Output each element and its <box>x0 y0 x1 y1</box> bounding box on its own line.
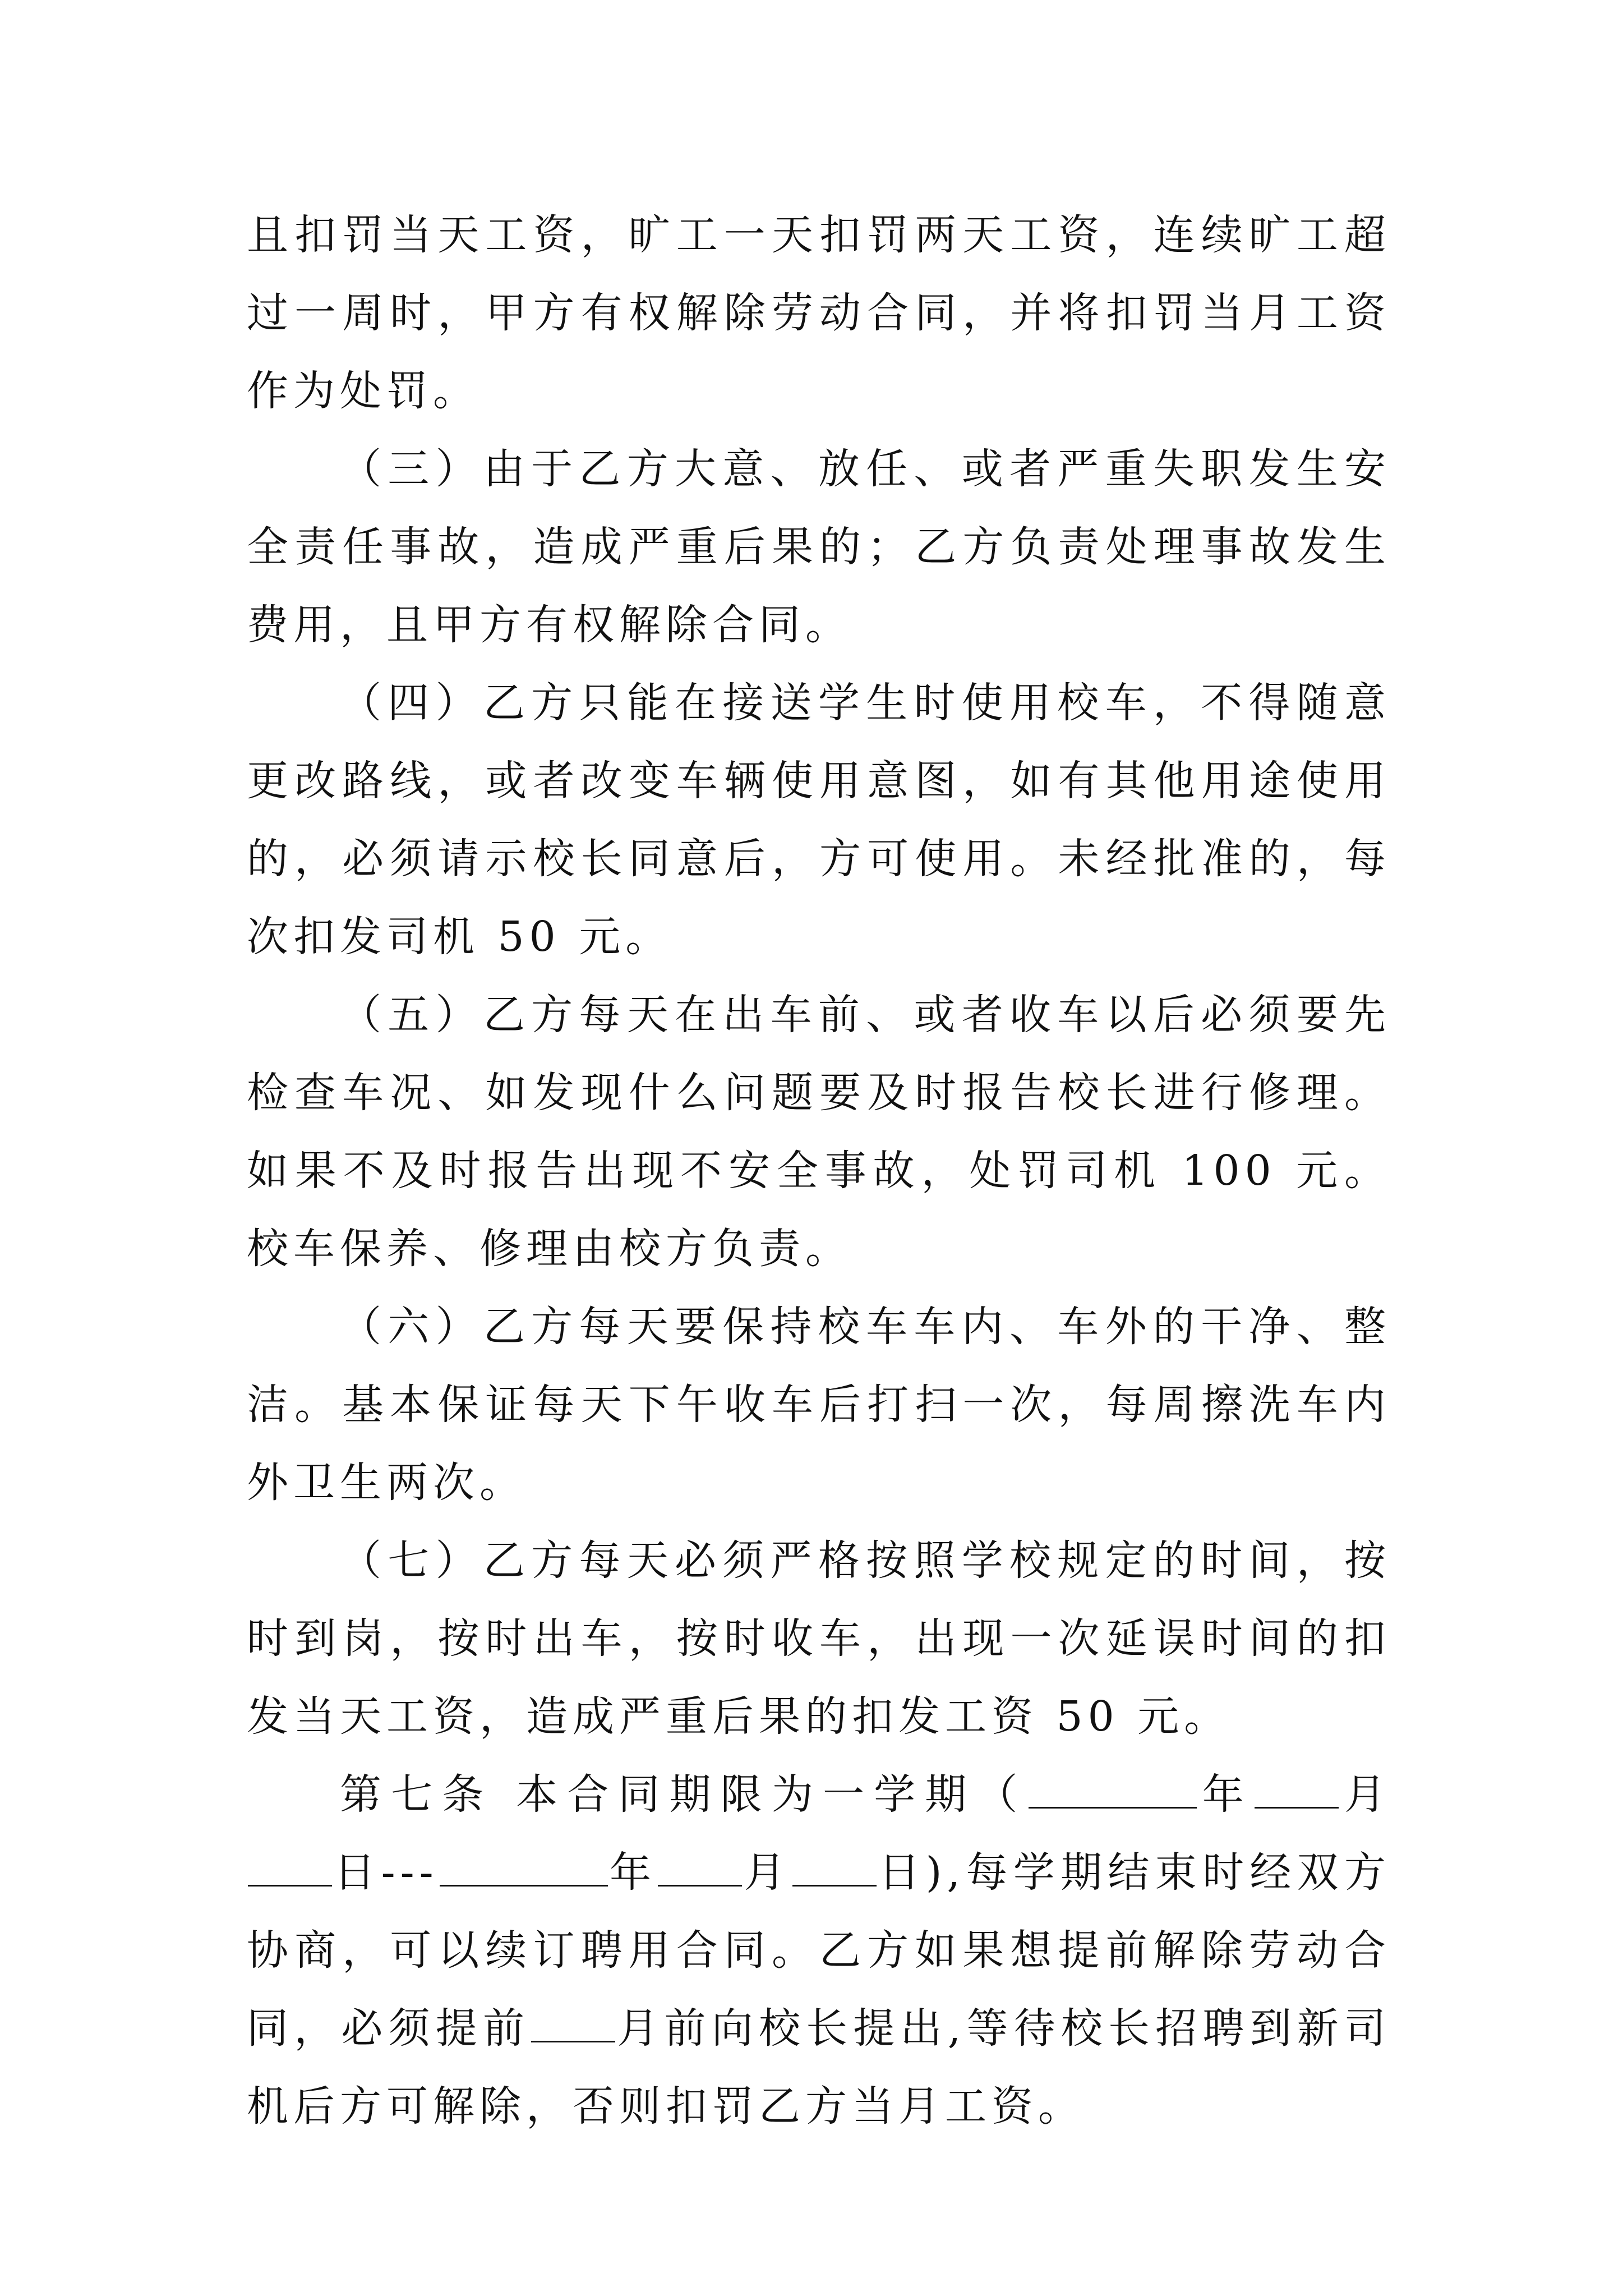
article7-day1: 日--- <box>333 1848 439 1897</box>
blank-end-year[interactable] <box>440 1851 608 1887</box>
paragraph-clause-4: （四）乙方只能在接送学生时使用校车，不得随意更改路线，或者改变车辆使用意图，如有其他用途使用的，必须请示校长同意后，方可使用。未经批准的，每次扣发司机 50 元。 <box>247 679 1391 961</box>
article7-month2: 月 <box>743 1848 791 1897</box>
article7-month3: 月前向校长提出 <box>616 2004 948 2053</box>
blank-start-day[interactable] <box>248 1851 332 1887</box>
document-body <box>247 196 1391 2146</box>
blank-start-month[interactable] <box>1255 1773 1339 1809</box>
article7-tail: ,等待校长招聘到新司机后方可解除，否则扣罚乙方当月工资。 <box>247 2004 1391 2131</box>
article7-lead: 第七条 本合同期限为一学期（ <box>340 1770 1027 1819</box>
paragraph-clause-6: （六）乙方每天要保持校车车内、车外的干净、整洁。基本保证每天下午收车后打扫一次，每周擦洗车内外卫生两次。 <box>247 1303 1391 1507</box>
paragraph-continuation: 且扣罚当天工资，旷工一天扣罚两天工资，连续旷工超过一周时，甲方有权解除劳动合同，并将扣罚当月工资作为处罚。 <box>247 211 1391 415</box>
blank-start-year[interactable] <box>1029 1773 1197 1809</box>
blank-notice-months[interactable] <box>531 2007 615 2042</box>
article7-year1: 年 <box>1197 1770 1253 1819</box>
paragraph-article-7 <box>247 1756 1391 2146</box>
paragraph-clause-5: （五）乙方每天在出车前、或者收车以后必须要先检查车况、如发现什么问题要及时报告校长进行修理。如果不及时报告出现不安全事故，处罚司机 100 元。校车保养、修理由校方负责。 <box>247 991 1391 1273</box>
article7-year2: 年 <box>608 1848 657 1897</box>
paragraph-clause-3: （三）由于乙方大意、放任、或者严重失职发生安全责任事故，造成严重后果的；乙方负责处理事故发生费用，且甲方有权解除合同。 <box>247 445 1391 649</box>
blank-end-month[interactable] <box>658 1851 742 1887</box>
article7-day2: 日) <box>877 1848 947 1897</box>
article7-mid: ,每学期结束时经双方协商，可以续订聘用合同。乙方如果想提前解除劳动合同，必须提前 <box>247 1848 1391 2053</box>
blank-end-day[interactable] <box>792 1851 877 1887</box>
article7-month1: 月 <box>1339 1770 1391 1819</box>
paragraph-clause-7: （七）乙方每天必须严格按照学校规定的时间，按时到岗，按时出车，按时收车，出现一次延误时间的扣发当天工资，造成严重后果的扣发工资 50 元。 <box>247 1536 1391 1741</box>
